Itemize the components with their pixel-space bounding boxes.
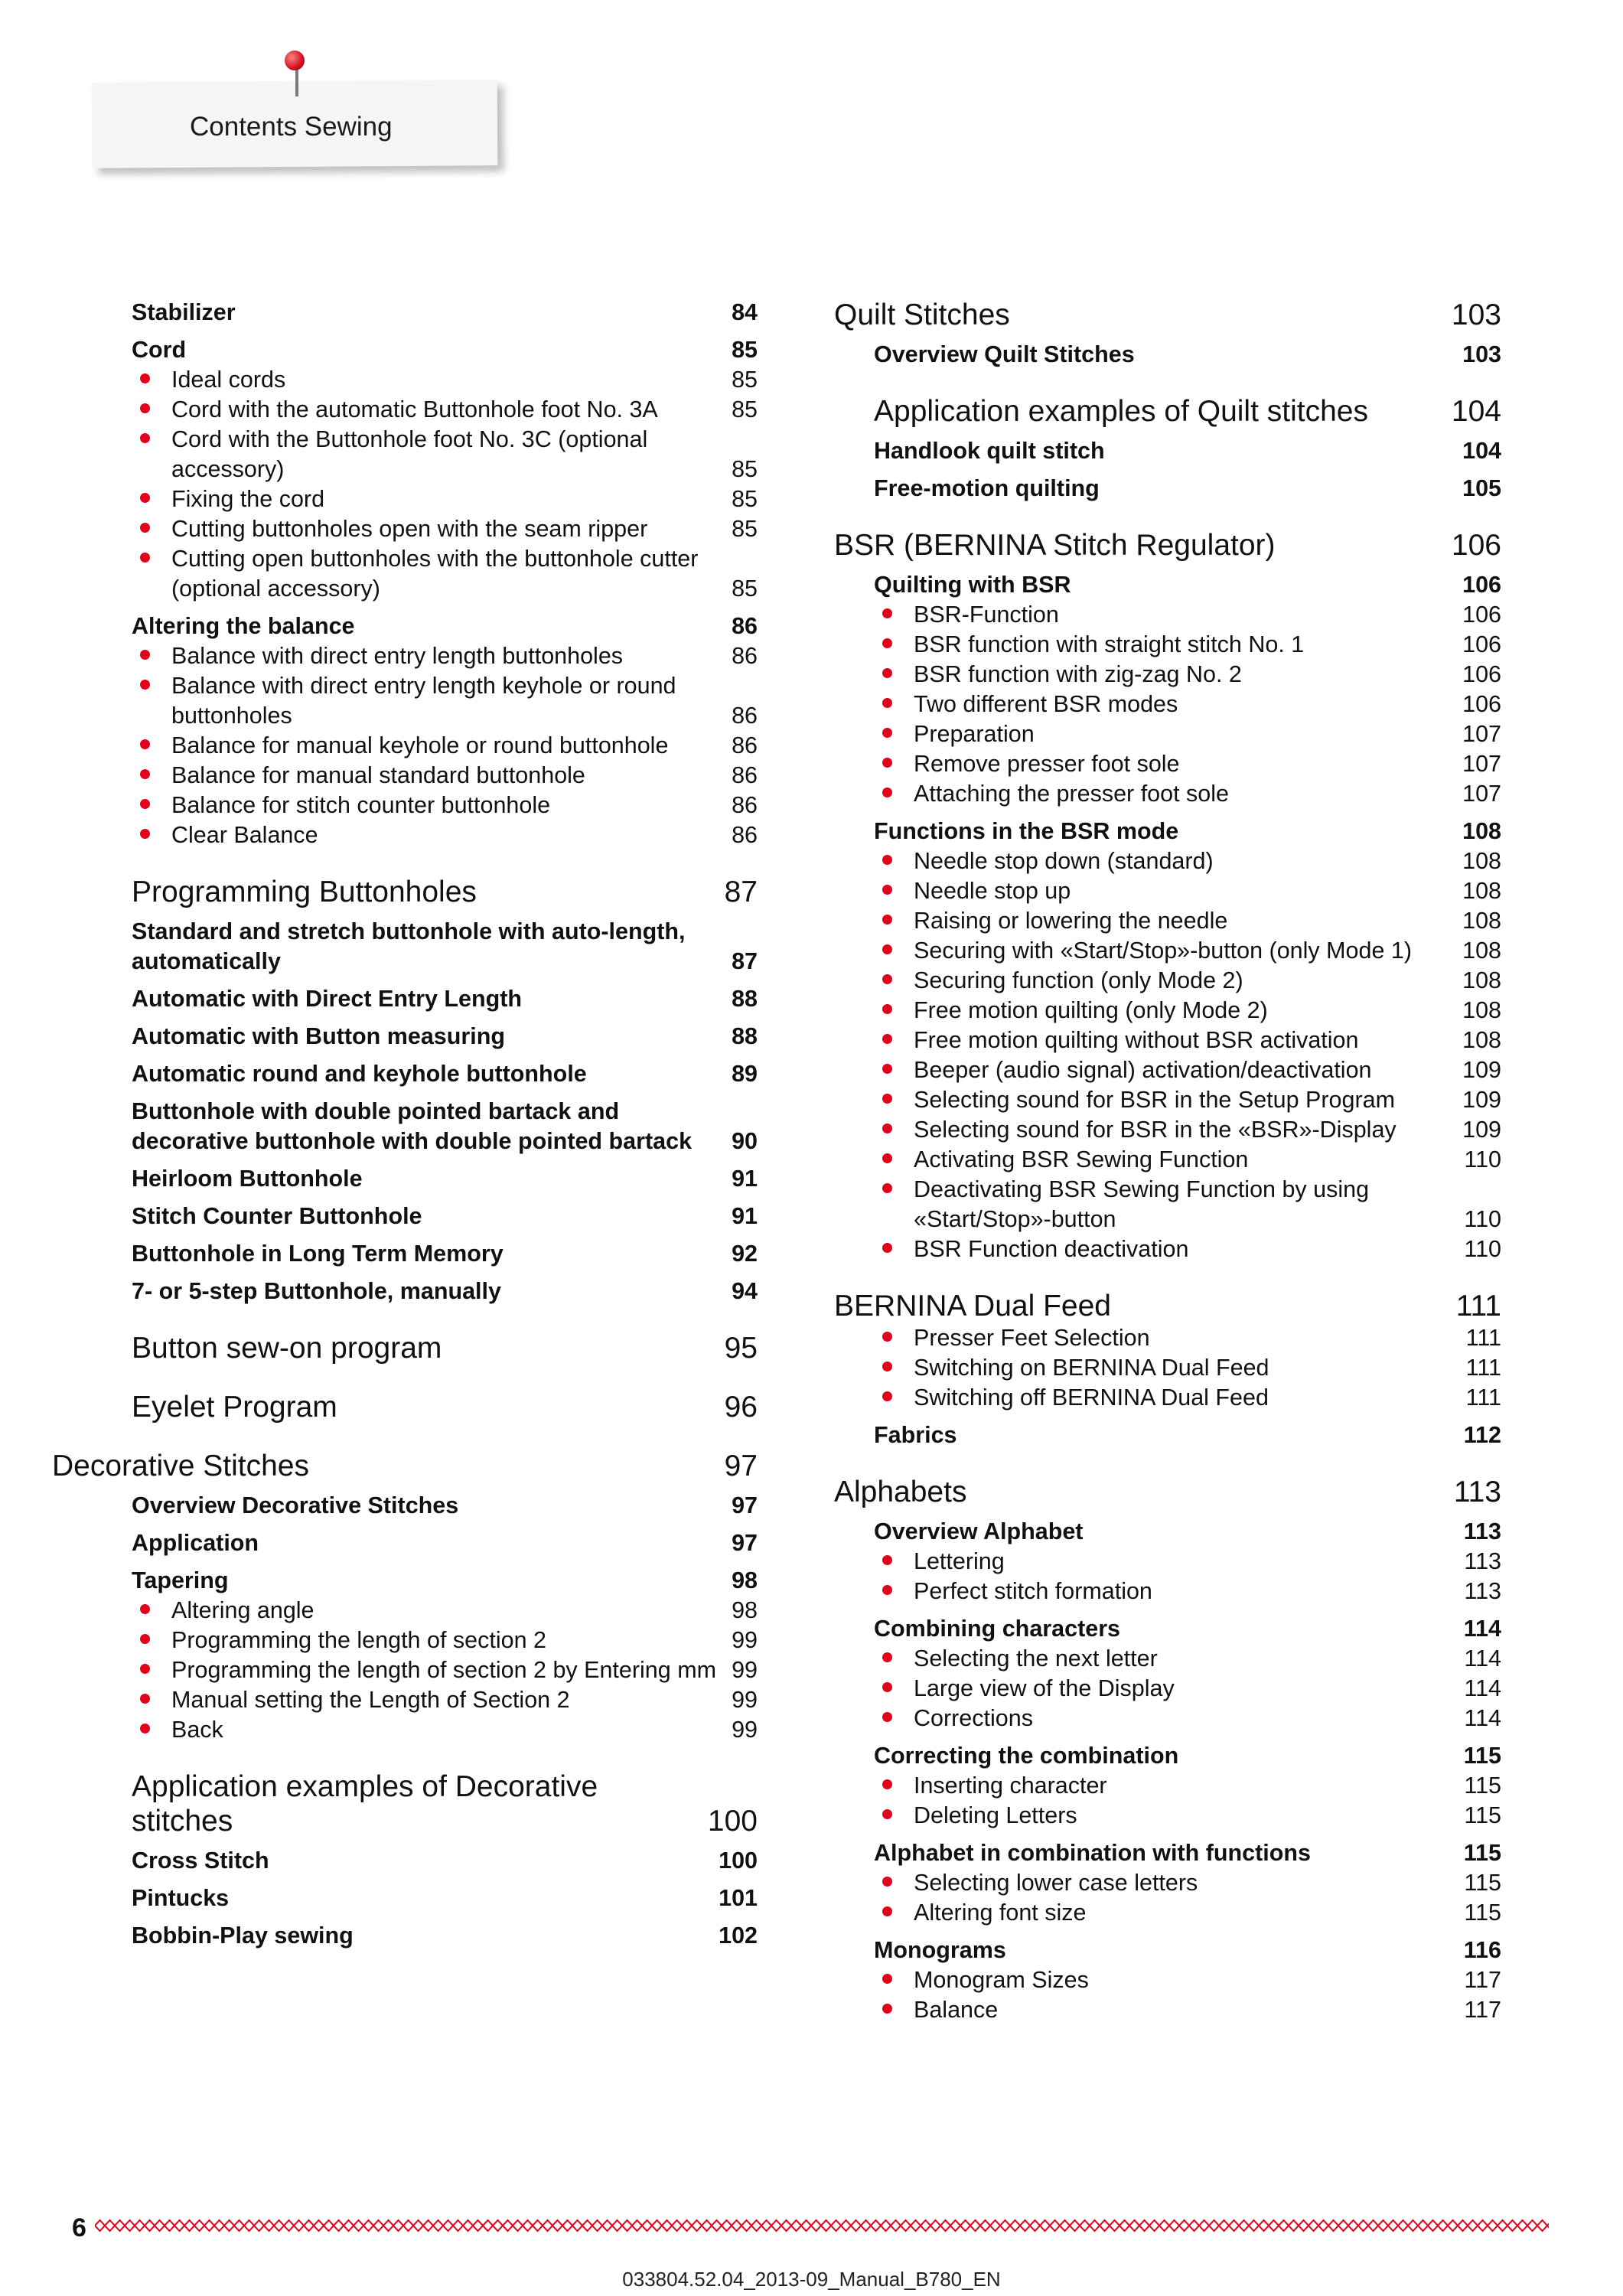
toc-bullet-entry	[834, 1577, 1501, 1606]
toc-bullet-entry	[834, 1547, 1501, 1577]
toc-entry-page: 108	[1462, 938, 1501, 964]
toc-entry-title: Needle stop down (standard)	[914, 848, 1214, 874]
toc-entry-title: Eyelet Program	[132, 1391, 337, 1424]
toc-entry-page: 87	[732, 948, 758, 974]
toc-bullet-entry	[834, 1055, 1501, 1085]
toc-entry-title: Alphabet in combination with functions	[874, 1840, 1311, 1866]
toc-entry-page: 84	[732, 299, 758, 325]
toc-entry-page: 117	[1464, 1967, 1501, 1993]
toc-entry	[92, 1883, 758, 1913]
toc-entry	[92, 612, 758, 641]
toc-entry-page: 108	[1462, 997, 1501, 1023]
toc-bullet-entry	[834, 1965, 1501, 1995]
toc-bullet-entry	[834, 966, 1501, 996]
toc-bullet-entry	[834, 876, 1501, 906]
toc-entry-title: Ideal cords	[171, 367, 286, 393]
toc-entry	[92, 1097, 758, 1156]
toc-bullet-entry	[92, 1655, 758, 1685]
toc-entry-page: 86	[732, 762, 758, 788]
toc-entry-title: Overview Alphabet	[874, 1518, 1084, 1544]
toc-section-heading	[834, 1475, 1501, 1509]
toc-entry	[834, 1936, 1501, 1965]
toc-entry-title: Remove presser foot sole	[914, 751, 1180, 777]
toc-entry	[834, 436, 1501, 466]
toc-entry-page: 99	[732, 1657, 758, 1683]
toc-entry-page: 115	[1463, 1840, 1501, 1866]
toc-bullet-entry	[92, 731, 758, 761]
toc-bullet-entry	[834, 1674, 1501, 1704]
toc-entry-title: BSR function with straight stitch No. 1	[914, 631, 1305, 657]
toc-entry	[92, 1164, 758, 1194]
toc-entry-title: Functions in the BSR mode	[874, 818, 1179, 844]
toc-entry-title: Handlook quilt stitch	[874, 438, 1105, 464]
pin-icon	[285, 51, 305, 70]
toc-bullet-entry	[834, 1868, 1501, 1898]
toc-bullet-entry	[92, 761, 758, 791]
toc-entry-title: BERNINA Dual Feed	[834, 1290, 1111, 1322]
toc-entry-page: 104	[1462, 438, 1501, 464]
toc-entry-page: 117	[1464, 1997, 1501, 2023]
toc-entry-title: Overview Quilt Stitches	[874, 341, 1135, 367]
toc-entry-title: Button sew-on program	[132, 1332, 442, 1365]
toc-entry-title: Beeper (audio signal) activation/deactivation	[914, 1057, 1372, 1083]
toc-entry-page: 86	[732, 822, 758, 848]
toc-bullet-entry	[92, 365, 758, 395]
toc-entry-page: 106	[1462, 602, 1501, 628]
toc-entry-page: 107	[1462, 781, 1501, 807]
toc-bullet-entry	[92, 671, 758, 731]
toc-entry-page: 111	[1465, 1355, 1501, 1381]
toc-bullet-entry	[92, 1685, 758, 1715]
toc-entry-page: 85	[732, 486, 758, 512]
toc-entry-page: 108	[1462, 908, 1501, 934]
toc-entry-title: Cross Stitch	[132, 1848, 269, 1874]
toc-bullet-entry	[834, 660, 1501, 690]
toc-entry-page: 91	[732, 1203, 758, 1229]
toc-bullet-entry	[834, 690, 1501, 719]
toc-entry-title: Selecting lower case letters	[914, 1870, 1198, 1896]
toc-entry-title: Monograms	[874, 1937, 1006, 1963]
toc-entry-title: Securing with «Start/Stop»-button (only Mode 1)	[914, 938, 1413, 964]
toc-bullet-entry	[92, 425, 758, 484]
toc-entry-page: 95	[724, 1332, 758, 1365]
toc-bullet-entry	[834, 1115, 1501, 1145]
toc-entry-title: Deleting Letters	[914, 1802, 1077, 1828]
toc-entry-page: 108	[1462, 967, 1501, 993]
toc-bullet-entry	[834, 1995, 1501, 2025]
toc-entry	[92, 1277, 758, 1306]
toc-entry-page: 99	[732, 1717, 758, 1743]
toc-entry-title: Cutting buttonholes open with the seam ripper	[171, 516, 648, 542]
toc-entry-page: 106	[1462, 572, 1501, 598]
toc-entry-title: Activating BSR Sewing Function	[914, 1146, 1249, 1172]
toc-entry-title: Buttonhole in Long Term Memory	[132, 1241, 504, 1267]
toc-entry-page: 106	[1451, 529, 1501, 562]
toc-entry-title: Combining characters	[874, 1616, 1121, 1642]
toc-entry-title: BSR-Function	[914, 602, 1059, 628]
toc-entry	[834, 474, 1501, 504]
toc-entry-title: Cord	[132, 337, 187, 363]
toc-entry-page: 100	[719, 1848, 758, 1874]
toc-entry-page: 115	[1464, 1870, 1501, 1896]
toc-entry-page: 106	[1462, 661, 1501, 687]
document-code: 033804.52.04_2013-09_Manual_B780_EN	[622, 2268, 1001, 2291]
toc-bullet-entry	[834, 1771, 1501, 1801]
toc-entry-title: Stabilizer	[132, 299, 236, 325]
toc-entry	[92, 1921, 758, 1951]
toc-entry-page: 108	[1462, 818, 1501, 844]
toc-entry-page: 109	[1462, 1117, 1501, 1143]
toc-entry	[92, 298, 758, 328]
toc-entry-title: Application examples of Decorative stitches	[132, 1770, 598, 1838]
toc-bullet-entry	[834, 1026, 1501, 1055]
toc-entry-page: 114	[1463, 1616, 1501, 1642]
toc-entry-title: Stitch Counter Buttonhole	[132, 1203, 422, 1229]
toc-entry-title: Balance with direct entry length buttonholes	[171, 643, 624, 669]
toc-entry-title: Balance for manual standard buttonhole	[171, 762, 585, 788]
toc-entry-title: Switching off BERNINA Dual Feed	[914, 1384, 1269, 1411]
toc-entry-page: 86	[732, 732, 758, 758]
toc-entry-title: Balance for manual keyhole or round buttonhole	[171, 732, 669, 758]
toc-entry-page: 89	[732, 1061, 758, 1087]
toc-entry-page: 85	[732, 337, 758, 363]
toc-bullet-entry	[834, 1898, 1501, 1928]
toc-entry-page: 90	[732, 1128, 758, 1154]
toc-entry-title: Application examples of Quilt stitches	[874, 395, 1368, 428]
toc-entry-page: 115	[1464, 1802, 1501, 1828]
toc-entry-page: 105	[1462, 475, 1501, 501]
toc-entry-page: 109	[1462, 1057, 1501, 1083]
toc-bullet-entry	[834, 600, 1501, 630]
toc-entry-title: Presser Feet Selection	[914, 1325, 1150, 1351]
toc-entry-page: 111	[1465, 1325, 1501, 1351]
toc-bullet-entry	[834, 1234, 1501, 1264]
toc-entry-title: Bobbin-Play sewing	[132, 1923, 354, 1949]
toc-bullet-entry	[834, 779, 1501, 809]
toc-entry-title: Selecting sound for BSR in the Setup Program	[914, 1087, 1395, 1113]
toc-entry-title: BSR Function deactivation	[914, 1236, 1189, 1262]
toc-entry-title: Needle stop up	[914, 878, 1071, 904]
toc-entry	[834, 340, 1501, 370]
toc-entry-page: 113	[1453, 1476, 1501, 1508]
toc-entry-title: Overview Decorative Stitches	[132, 1492, 459, 1518]
toc-entry	[834, 1614, 1501, 1644]
toc-section-heading	[834, 1289, 1501, 1323]
toc-entry-page: 102	[719, 1923, 758, 1949]
toc-section-heading	[92, 1331, 758, 1365]
toc-bullet-entry	[834, 719, 1501, 749]
toc-entry-page: 106	[1462, 691, 1501, 717]
toc-section-heading	[52, 1449, 758, 1483]
toc-section-heading	[92, 875, 758, 909]
toc-entry-page: 104	[1451, 395, 1501, 428]
toc-entry-title: Corrections	[914, 1705, 1033, 1731]
toc-entry-page: 111	[1465, 1384, 1501, 1411]
toc-entry-title: Altering the balance	[132, 613, 355, 639]
toc-entry-title: Free motion quilting (only Mode 2)	[914, 997, 1268, 1023]
toc-entry-page: 85	[732, 576, 758, 602]
toc-entry-title: Balance for stitch counter buttonhole	[171, 792, 551, 818]
toc-entry-title: Automatic with Direct Entry Length	[132, 986, 523, 1012]
toc-entry-title: Cutting open buttonholes with the buttonhole cutter (optional accessory)	[171, 546, 699, 602]
toc-bullet-entry	[834, 749, 1501, 779]
toc-entry-page: 103	[1451, 298, 1501, 331]
toc-entry-page: 108	[1462, 878, 1501, 904]
toc-entry-title: Buttonhole with double pointed bartack and decorative buttonhole with double pointed bartack	[132, 1098, 693, 1154]
toc-section-heading	[92, 1390, 758, 1424]
toc-entry-title: Clear Balance	[171, 822, 318, 848]
toc-entry-page: 88	[732, 1023, 758, 1049]
toc-bullet-entry	[92, 820, 758, 850]
toc-entry	[834, 1517, 1501, 1547]
toc-bullet-entry	[834, 846, 1501, 876]
toc-entry-title: Automatic round and keyhole buttonhole	[132, 1061, 587, 1087]
toc-entry-page: 86	[732, 643, 758, 669]
toc-entry-page: 91	[732, 1166, 758, 1192]
toc-entry-title: 7- or 5-step Buttonhole, manually	[132, 1278, 501, 1304]
toc-entry-page: 114	[1464, 1705, 1501, 1731]
toc-entry-title: Automatic with Button measuring	[132, 1023, 505, 1049]
toc-bullet-entry	[834, 936, 1501, 966]
toc-entry-title: Selecting the next letter	[914, 1645, 1158, 1671]
toc-entry-title: Quilting with BSR	[874, 572, 1071, 598]
toc-right-column	[834, 298, 1501, 2025]
toc-entry-title: Fabrics	[874, 1422, 957, 1448]
toc-entry-page: 116	[1463, 1937, 1501, 1963]
toc-entry	[834, 570, 1501, 600]
toc-entry-page: 109	[1462, 1087, 1501, 1113]
toc-bullet-entry	[834, 630, 1501, 660]
toc-entry	[92, 1059, 758, 1089]
toc-entry-page: 114	[1464, 1675, 1501, 1701]
toc-entry-page: 111	[1455, 1290, 1501, 1322]
toc-entry-title: Correcting the combination	[874, 1743, 1179, 1769]
toc-entry-title: Standard and stretch buttonhole with auto-length, automatically	[132, 918, 686, 974]
toc-entry-page: 103	[1462, 341, 1501, 367]
toc-entry-title: Perfect stitch formation	[914, 1578, 1152, 1604]
toc-bullet-entry	[834, 1801, 1501, 1831]
toc-entry-title: Deactivating BSR Sewing Function by using «Start/Stop»-button	[914, 1176, 1370, 1232]
toc-entry-title: Selecting sound for BSR in the «BSR»-Display	[914, 1117, 1396, 1143]
toc-bullet-entry	[834, 1644, 1501, 1674]
toc-entry-page: 114	[1464, 1645, 1501, 1671]
toc-entry-title: Free-motion quilting	[874, 475, 1100, 501]
toc-entry	[834, 817, 1501, 846]
toc-entry-page: 115	[1463, 1743, 1501, 1769]
toc-entry	[92, 1239, 758, 1269]
toc-entry-page: 97	[732, 1530, 758, 1556]
toc-entry-page: 107	[1462, 721, 1501, 747]
toc-left-column	[52, 298, 758, 1951]
toc-entry-title: Preparation	[914, 721, 1035, 747]
toc-entry-title: Inserting character	[914, 1773, 1107, 1799]
toc-bullet-entry	[92, 1715, 758, 1745]
toc-entry	[92, 1846, 758, 1876]
toc-entry-page: 115	[1464, 1773, 1501, 1799]
toc-entry-title: Back	[171, 1717, 223, 1743]
toc-entry-page: 98	[732, 1567, 758, 1593]
toc-entry-title: Cord with the automatic Buttonhole foot No. 3A	[171, 396, 658, 422]
toc-bullet-entry	[92, 1596, 758, 1626]
toc-entry-page: 113	[1463, 1518, 1501, 1544]
toc-bullet-entry	[92, 395, 758, 425]
toc-bullet-entry	[92, 791, 758, 820]
toc-entry-page: 85	[732, 516, 758, 542]
toc-section-heading	[834, 394, 1501, 429]
toc-bullet-entry	[834, 1175, 1501, 1234]
toc-entry-page: 108	[1462, 1027, 1501, 1053]
toc-entry-title: Free motion quilting without BSR activation	[914, 1027, 1359, 1053]
toc-entry	[92, 1528, 758, 1558]
page-title: Contents Sewing	[190, 112, 393, 142]
toc-entry	[92, 1022, 758, 1052]
toc-entry-title: Altering angle	[171, 1597, 314, 1623]
toc-entry-title: BSR function with zig-zag No. 2	[914, 661, 1242, 687]
toc-entry-title: Securing function (only Mode 2)	[914, 967, 1243, 993]
toc-entry	[92, 1202, 758, 1231]
toc-entry-page: 96	[724, 1391, 758, 1424]
toc-entry-page: 107	[1462, 751, 1501, 777]
toc-entry-page: 92	[732, 1241, 758, 1267]
toc-bullet-entry	[834, 1085, 1501, 1115]
toc-bullet-entry	[92, 544, 758, 604]
toc-entry-title: Application	[132, 1530, 259, 1556]
toc-entry	[834, 1741, 1501, 1771]
toc-entry-page: 94	[732, 1278, 758, 1304]
toc-entry-title: Pintucks	[132, 1885, 230, 1911]
toc-entry-page: 108	[1462, 848, 1501, 874]
page-number: 6	[72, 2213, 86, 2242]
toc-entry-page: 110	[1464, 1206, 1501, 1232]
toc-entry	[92, 984, 758, 1014]
toc-entry-title: Raising or lowering the needle	[914, 908, 1228, 934]
toc-bullet-entry	[92, 641, 758, 671]
toc-entry	[834, 1838, 1501, 1868]
toc-entry-title: Large view of the Display	[914, 1675, 1175, 1701]
toc-entry-page: 88	[732, 986, 758, 1012]
toc-entry	[92, 1566, 758, 1596]
toc-bullet-entry	[834, 996, 1501, 1026]
toc-entry-title: BSR (BERNINA Stitch Regulator)	[834, 529, 1276, 562]
toc-entry-page: 98	[732, 1597, 758, 1623]
toc-entry-page: 106	[1462, 631, 1501, 657]
toc-entry-title: Quilt Stitches	[834, 298, 1010, 331]
toc-entry-title: Heirloom Buttonhole	[132, 1166, 363, 1192]
decorative-stitch-line	[95, 2217, 1549, 2234]
toc-entry-title: Attaching the presser foot sole	[914, 781, 1229, 807]
toc-entry-title: Tapering	[132, 1567, 229, 1593]
toc-entry-page: 101	[719, 1885, 758, 1911]
toc-entry-page: 86	[732, 613, 758, 639]
toc-entry	[92, 335, 758, 365]
toc-entry	[834, 1420, 1501, 1450]
toc-entry-title: Programming Buttonholes	[132, 876, 477, 908]
toc-entry-title: Decorative Stitches	[52, 1450, 309, 1482]
toc-entry-page: 113	[1464, 1578, 1501, 1604]
toc-bullet-entry	[834, 1704, 1501, 1733]
toc-bullet-entry	[834, 1353, 1501, 1383]
toc-section-heading	[92, 1769, 758, 1838]
toc-entry-title: Two different BSR modes	[914, 691, 1178, 717]
toc-bullet-entry	[92, 514, 758, 544]
toc-entry-title: Balance with direct entry length keyhole or round buttonholes	[171, 673, 676, 729]
toc-entry	[92, 917, 758, 977]
toc-bullet-entry	[834, 1323, 1501, 1353]
toc-entry-page: 99	[732, 1687, 758, 1713]
toc-entry-page: 113	[1464, 1548, 1501, 1574]
toc-entry-page: 110	[1464, 1236, 1501, 1262]
toc-entry-page: 100	[707, 1805, 758, 1838]
toc-entry-title: Monogram Sizes	[914, 1967, 1089, 1993]
toc-bullet-entry	[834, 1145, 1501, 1175]
toc-entry-page: 86	[732, 703, 758, 729]
toc-entry-title: Lettering	[914, 1548, 1005, 1574]
toc-entry-page: 110	[1464, 1146, 1501, 1172]
toc-entry-page: 97	[732, 1492, 758, 1518]
toc-entry-page: 86	[732, 792, 758, 818]
toc-entry-page: 99	[732, 1627, 758, 1653]
toc-entry-title: Altering font size	[914, 1900, 1087, 1926]
toc-entry-page: 85	[732, 367, 758, 393]
toc-entry-page: 112	[1463, 1422, 1501, 1448]
toc-bullet-entry	[834, 1383, 1501, 1413]
toc-entry-page: 85	[732, 456, 758, 482]
toc-entry-title: Programming the length of section 2 by Entering mm	[171, 1657, 717, 1683]
toc-entry-page: 87	[724, 876, 758, 908]
toc-entry-title: Manual setting the Length of Section 2	[171, 1687, 570, 1713]
toc-section-heading	[834, 298, 1501, 332]
toc-entry-title: Fixing the cord	[171, 486, 325, 512]
toc-entry-title: Balance	[914, 1997, 999, 2023]
toc-entry-page: 115	[1464, 1900, 1501, 1926]
toc-entry-title: Alphabets	[834, 1476, 967, 1508]
toc-section-heading	[834, 528, 1501, 563]
toc-entry-title: Switching on BERNINA Dual Feed	[914, 1355, 1269, 1381]
toc-entry	[92, 1491, 758, 1521]
toc-entry-title: Cord with the Buttonhole foot No. 3C (optional accessory)	[171, 426, 648, 482]
toc-entry-page: 85	[732, 396, 758, 422]
toc-bullet-entry	[834, 906, 1501, 936]
toc-bullet-entry	[92, 484, 758, 514]
toc-entry-title: Programming the length of section 2	[171, 1627, 546, 1653]
toc-bullet-entry	[92, 1626, 758, 1655]
toc-entry-page: 97	[724, 1450, 758, 1482]
